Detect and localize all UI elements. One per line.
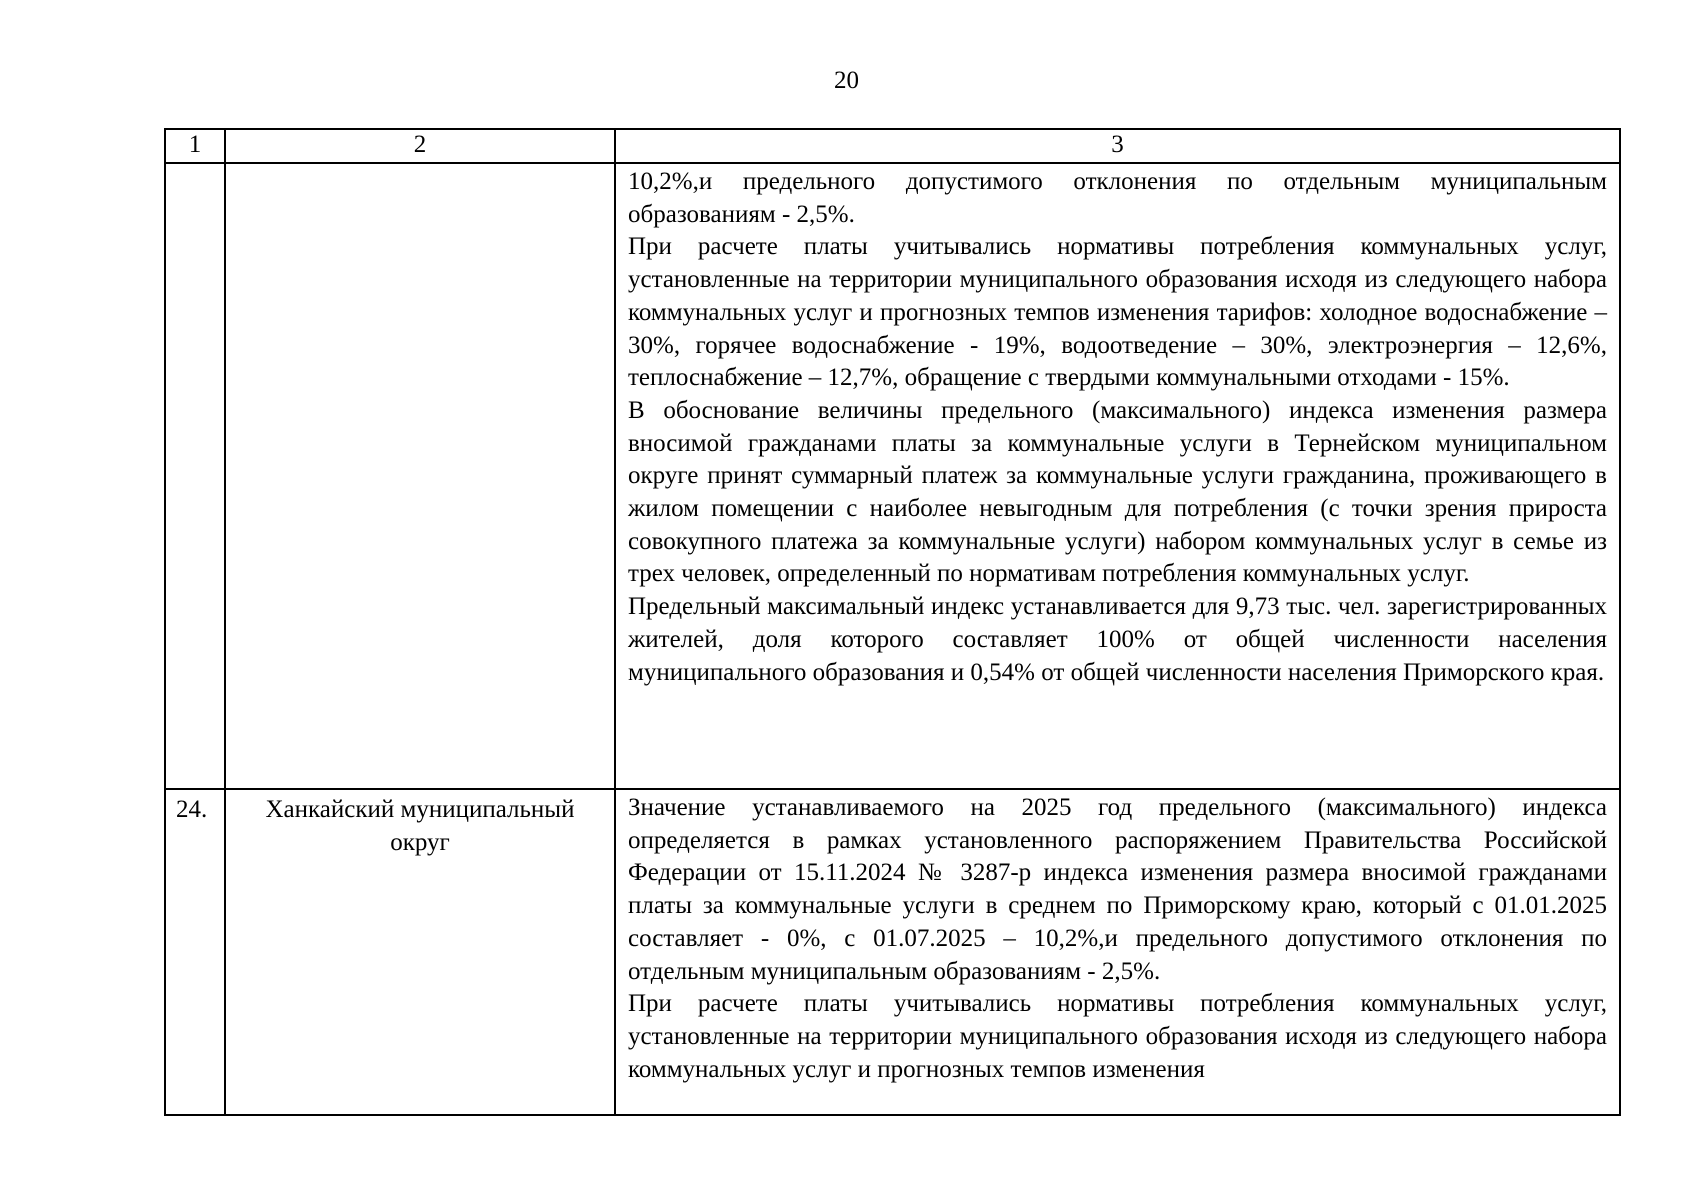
- paragraph: 10,2%,и предельного допустимого отклонения по отдельным муниципальным образованиям - 2,5%.: [628, 168, 1607, 228]
- municipality-cell: [225, 163, 615, 789]
- paragraph: При расчете платы учитывались нормативы потребления коммунальных услуг, установленные на территории муниципального образования исходя из следующего набора коммунальных услуг и прогнозных темпов изменения: [628, 990, 1607, 1083]
- municipality-name: [226, 164, 614, 168]
- paragraph: В обоснование величины предельного (максимального) индекса изменения размера вносимой гражданами платы за коммунальные услуги в Тернейском муниципальном округе принят суммарный платеж за коммунальные услуги гражданина, проживающего в жилом помещении с наиболее невыгодным для потребления (с точки зрения прироста совокупного платежа за коммунальные услуги) набором коммунальных услуг в семье из трех человек, определенный по нормативам потребления коммунальных услуг.: [628, 396, 1607, 588]
- paragraph: Значение устанавливаемого на 2025 год предельного (максимального) индекса определяется в рамках установленного распоряжением Правительства Российской Федерации от 15.11.2024 № 3287-р индекса изменения размера вносимой гражданами платы за коммунальные услуги в среднем по Приморскому краю, который с 01.01.2025 составляет - 0%, с 01.07.2025 – 10,2%,и предельного допустимого отклонения по отдельным муниципальным образованиям - 2,5%.: [628, 794, 1607, 985]
- description-cell: [615, 163, 1620, 789]
- page-number: 20: [834, 67, 859, 94]
- paragraph: Предельный максимальный индекс устанавливается для 9,73 тыс. чел. зарегистрированных жителей, доля которого составляет 100% от общей численности населения муниципального образования и 0,54% от общей численности населения Приморского края.: [628, 593, 1607, 686]
- row-number-cell: [165, 789, 225, 1115]
- description-text: [616, 790, 1619, 1112]
- table-header-row: [165, 129, 1620, 163]
- table-row: [165, 163, 1620, 789]
- row-number: 24.: [176, 796, 208, 823]
- column-header-3: 3: [615, 129, 1620, 163]
- description-cell: [615, 789, 1620, 1115]
- municipality-name: Ханкайский муниципальный округ: [265, 796, 575, 856]
- row-number: [166, 164, 224, 168]
- description-text: [616, 164, 1619, 689]
- column-header-2: 2: [225, 129, 615, 163]
- column-header-1: 1: [165, 129, 225, 163]
- paragraph: При расчете платы учитывались нормативы потребления коммунальных услуг, установленные на территории муниципального образования исходя из следующего набора коммунальных услуг и прогнозных темпов изменения тарифов: холодное водоснабжение – 30%, горячее водоснабжение - 19%, водоотведение – 30%, электроэнергия – 12,6%, теплоснабжение – 12,7%, обращение с твердыми коммунальными отходами - 15%.: [628, 233, 1607, 392]
- document-table: [164, 128, 1621, 1116]
- row-number-cell: [165, 163, 225, 789]
- table-row: [165, 789, 1620, 1115]
- municipality-cell: [225, 789, 615, 1115]
